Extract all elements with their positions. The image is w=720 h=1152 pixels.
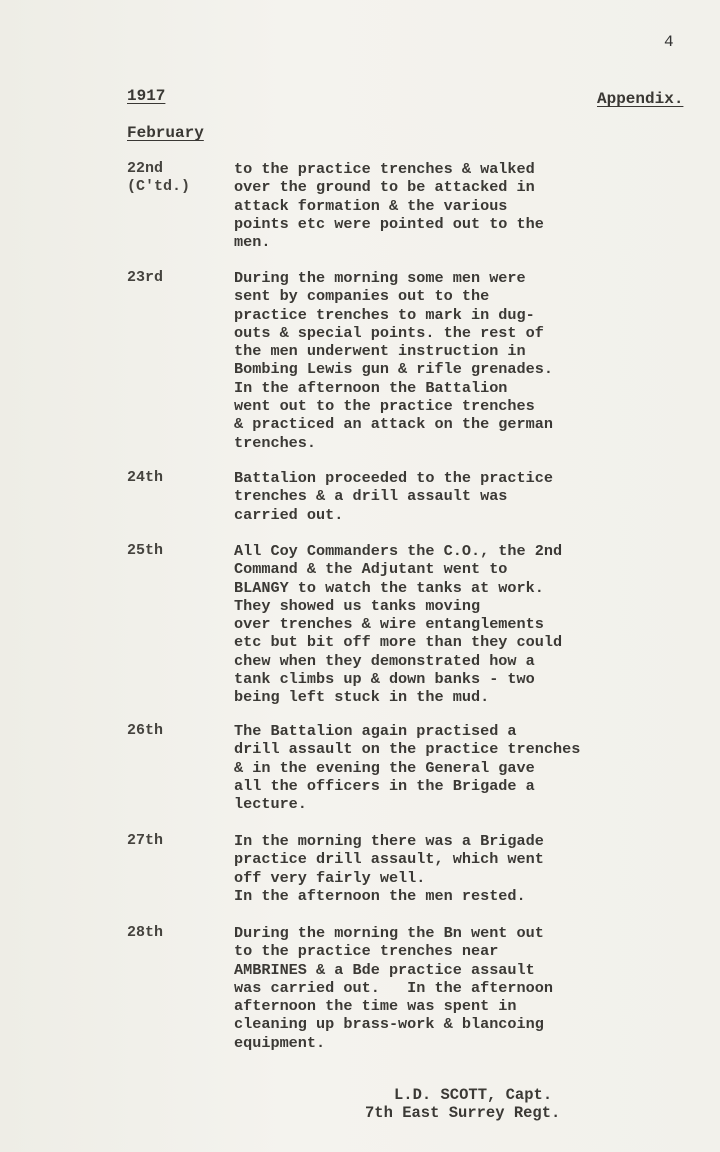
entry-date: 22nd (C'td.): [127, 160, 191, 196]
entry-date: 27th: [127, 832, 164, 849]
entry-date: 26th: [127, 722, 164, 739]
entry-text: to the practice trenches & walked over the ground to be attacked in attack formation & the various points etc were pointed out to the men.: [234, 160, 544, 252]
page-number: 4: [664, 33, 674, 51]
month-heading: February: [127, 124, 204, 142]
entry-date: 24th: [127, 469, 164, 486]
entry-date: 23rd: [127, 269, 164, 286]
entry-text: Battalion proceeded to the practice trenches & a drill assault was carried out.: [234, 469, 553, 524]
signature-name: L.D. SCOTT, Capt.: [394, 1086, 553, 1104]
signature-unit: 7th East Surrey Regt.: [365, 1104, 561, 1122]
entry-text: During the morning the Bn went out to the practice trenches near AMBRINES & a Bde practice assault was carried out. In the afternoon afternoon the time was spent in cleaning up brass-work & blancoing equipment.: [234, 924, 553, 1052]
entry-text: All Coy Commanders the C.O., the 2nd Command & the Adjutant went to BLANGY to watch the tanks at work. They showed us tanks moving over trenches & wire entanglements etc but bit off more than they could chew when they demonstrated how a tank climbs up & down banks - two being left stuck in the mud.: [234, 542, 563, 707]
year-heading: 1917: [127, 87, 166, 105]
entry-date: 25th: [127, 542, 164, 559]
entry-text: The Battalion again practised a drill assault on the practice trenches & in the evening the General gave all the officers in the Brigade a lecture.: [234, 722, 581, 814]
entry-date: 28th: [127, 924, 164, 941]
entry-text: During the morning some men were sent by companies out to the practice trenches to mark in dug- outs & special points. the rest of the men underwent instruction in Bombing Lewis gun & rifle grenades. In the afternoon the Battalion went out to the practice trenches & practiced an attack on the german trenches.: [234, 269, 553, 452]
entry-text: In the morning there was a Brigade practice drill assault, which went off very fairly well. In the afternoon the men rested.: [234, 832, 544, 905]
appendix-heading: Appendix.: [597, 90, 684, 108]
